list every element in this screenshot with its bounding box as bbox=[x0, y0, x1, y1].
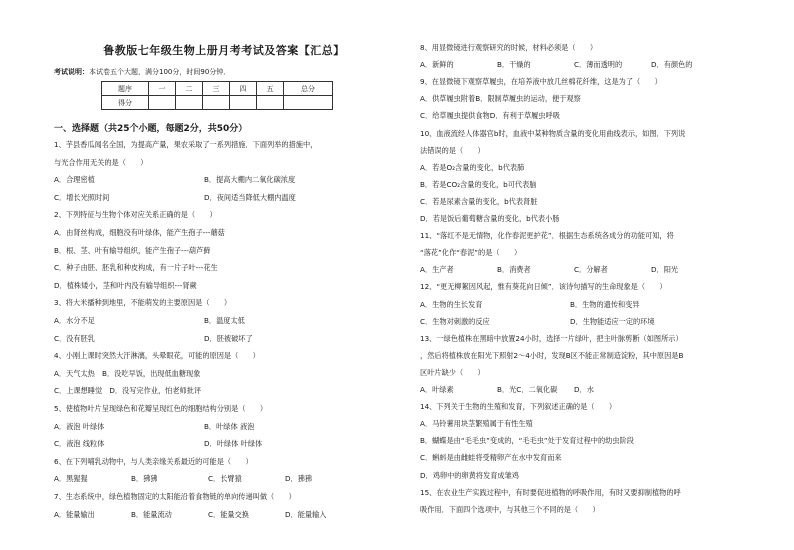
option-text: A．供草履虫附着B．限制草履虫的运动，便于观察 bbox=[420, 94, 581, 104]
option-text: C．没有胚乳 bbox=[54, 333, 95, 343]
option-text: C．若是尿素含量的变化，b代表肾脏 bbox=[420, 196, 538, 206]
score-cell bbox=[203, 96, 230, 110]
question-text: 10、血液流经人体器官b时，血液中某种物质含量的变化用曲线表示，如图．下列说 bbox=[420, 128, 686, 138]
option-text: C．长臂猿 bbox=[208, 474, 242, 484]
exam-notes bbox=[54, 67, 230, 77]
question-text: 9、在显微镜下观察草履虫，在培养液中放几丝棉花纤维，这是为了（ ） bbox=[420, 77, 662, 87]
score-header-cell: 一 bbox=[149, 82, 176, 96]
option-text: C．能量交换 bbox=[208, 509, 249, 519]
option-text: B．消费者 bbox=[497, 265, 531, 275]
option-text: D．胚被破坏了 bbox=[204, 333, 253, 343]
option-text: D．生物能适应一定的环境 bbox=[570, 316, 655, 326]
option-text: D．狒狒 bbox=[285, 474, 313, 484]
question-text: 与光合作用无关的是（ ） bbox=[54, 157, 148, 167]
option-text: D．夜间适当降低大棚内温度 bbox=[204, 192, 296, 202]
question-text: ，然后将植株放在阳光下照射2～4小时，发现B区不能正常制造淀粉，其中原因是B bbox=[420, 350, 684, 360]
score-cell bbox=[149, 96, 176, 110]
option-text: C．液泡 线粒体 bbox=[54, 439, 105, 449]
question-text: 5、使植物叶片呈现绿色和花瓣呈现红色的细胞结构分别是（ ） bbox=[54, 404, 268, 413]
option-text: C．生物对刺激的反应 bbox=[420, 316, 490, 326]
question-text: 7、生态系统中，绿色植物固定的太阳能沿着食物链的单向传递叫做（ ） bbox=[54, 492, 296, 501]
option-text: A．生产者 bbox=[420, 265, 454, 275]
option-text: B．叶绿体 液泡 bbox=[204, 421, 255, 431]
option-text: C．蝌蚪是由雌蛙将受精卵产在水中发育而来 bbox=[420, 453, 562, 463]
option-text: A．生物的生长发育 bbox=[420, 299, 483, 309]
question-text: 14、下列关于生物的生殖和发育，下列叙述正确的是（ ） bbox=[420, 402, 617, 412]
option-text: C．种子由胚、胚乳和种皮构成，有一片子叶---花生 bbox=[54, 263, 218, 273]
score-header-cell: 五 bbox=[257, 82, 284, 96]
option-text: A．由肾丝构成，细胞没有叶绿体，能产生孢子---蘑菇 bbox=[54, 228, 225, 237]
score-header-cell: 四 bbox=[230, 82, 257, 96]
score-cell bbox=[257, 96, 284, 110]
score-table bbox=[101, 81, 333, 110]
question-text: 法错误的是（ ） bbox=[420, 145, 485, 155]
option-text: B．能量流动 bbox=[131, 509, 172, 519]
question-text: 13、一绿色植株在黑暗中放置24小时，选择一片绿叶，把主叶脉剪断（如图所示） bbox=[420, 333, 683, 343]
option-text: B．根、茎、叶有输导组织，能产生孢子---葫芦藓 bbox=[54, 245, 211, 255]
notes-text: 本试卷五个大题，满分100分，时间90分钟． bbox=[89, 68, 231, 76]
option-text: A．新鲜的 bbox=[420, 60, 454, 70]
score-cell bbox=[230, 96, 257, 110]
option-text: A．水分不足 bbox=[54, 316, 95, 325]
question-text: 8、用显微镜进行观察研究的时候，材料必须是（ ） bbox=[420, 43, 598, 52]
option-text: A．合理密植 bbox=[54, 175, 95, 185]
option-text: D．能量输入 bbox=[285, 509, 327, 519]
question-text: 区叶片缺少（ ） bbox=[420, 367, 485, 377]
question-text: 3、将大米播种到地里，不能萌发的主要原因是（ ） bbox=[54, 298, 232, 308]
option-text: A．能量输出 bbox=[54, 509, 95, 519]
option-text: C．上课想睡觉 D．没写完作业，怕老师批评 bbox=[54, 386, 202, 396]
option-text: A．黑猩猩 bbox=[54, 474, 88, 484]
option-text: C．薄而透明的 bbox=[574, 60, 623, 70]
option-text: A．液泡 叶绿体 bbox=[54, 421, 105, 431]
option-text: D．有颜色的 bbox=[651, 60, 693, 70]
question-text: 11、“落红不是无情物，化作春泥更护花”．根据生态系统各成分的功能可知，将 bbox=[420, 231, 674, 241]
option-text: C．分解者 bbox=[574, 265, 608, 275]
score-header-cell: 总分 bbox=[284, 82, 333, 96]
option-text: C．增长光照时间 bbox=[54, 192, 110, 202]
option-text: A．马铃薯用块茎繁殖属于有性生殖 bbox=[420, 419, 533, 429]
option-text: B．干燥的 bbox=[497, 60, 531, 70]
option-text: B．温度太低 bbox=[204, 316, 245, 325]
score-header-cell: 三 bbox=[203, 82, 230, 96]
option-text: D．鸡卵中的卵黄将发育成雏鸡 bbox=[420, 470, 519, 480]
option-text: B．狒狒 bbox=[131, 474, 158, 484]
question-text: “落花”化作“春泥”的是（ ） bbox=[420, 248, 522, 258]
score-row-label: 得分 bbox=[102, 96, 149, 110]
option-text: B．若是CO₂含量的变化，b可代表脑 bbox=[420, 179, 537, 189]
option-text: B．提高大棚内二氧化碳浓度 bbox=[204, 175, 296, 185]
option-text: B．生物的遗传和变异 bbox=[570, 299, 640, 309]
option-text: A．若是O₂含量的变化，b代表肺 bbox=[420, 162, 525, 172]
notes-label: 考试说明： bbox=[54, 68, 89, 76]
section-heading: 一、选择题（共25个小题，每题2分，共50分） bbox=[54, 124, 248, 134]
score-header-row bbox=[102, 82, 333, 96]
option-text: D．若是饭后葡萄糖含量的变化，b代表小肠 bbox=[420, 214, 560, 223]
score-cell bbox=[284, 96, 333, 110]
exam-title: 鲁教版七年级生物上册月考考试及答案【汇总】 bbox=[103, 44, 345, 57]
question-text: 2、下列特征与生物个体对应关系正确的是（ ） bbox=[54, 210, 217, 220]
option-text: C．给草履虫提供食物D．有利于草履虫呼吸 bbox=[420, 111, 560, 121]
question-text: 12、“更无柳絮因风起，惟有葵花向日倾”．该诗句描写的生命现象是（ ） bbox=[420, 282, 667, 292]
question-text: 4、小刚上课时突然大汗淋漓，头晕眼花，可能的原因是（ ） bbox=[54, 351, 260, 361]
option-text: D．阳光 bbox=[651, 265, 679, 275]
option-text: A．叶绿素 bbox=[420, 385, 454, 394]
score-value-row bbox=[102, 96, 333, 110]
option-text: D．植株矮小，茎和叶内没有输导组织---肾蕨 bbox=[54, 280, 197, 290]
option-text: D．叶绿体 叶绿体 bbox=[204, 439, 263, 449]
question-text: 吸作用．下面四个选项中，与其他三个不同的是（ ） bbox=[420, 504, 600, 514]
option-text: A．天气太热 B．没吃早饭，出现低血糖现象 bbox=[54, 368, 201, 378]
score-header-cell: 题序 bbox=[102, 82, 149, 96]
question-text: 1、芋县香瓜闻名全国，为提高产量，果农采取了一系列措施．下面列举的措施中， bbox=[54, 140, 318, 149]
option-text: B．蝴蝶是由“毛毛虫”变成的，“毛毛虫”处于发育过程中的幼虫阶段 bbox=[420, 436, 634, 446]
score-header-cell: 二 bbox=[176, 82, 203, 96]
question-text: 15、在农业生产实践过程中，有时要促进植物的呼吸作用，有时又要抑制植物的呼 bbox=[420, 487, 681, 497]
question-text: 6、在下列哺乳动物中，与人类亲缘关系最近的可能是（ ） bbox=[54, 456, 253, 466]
option-text: B．光C．二氧化碳 bbox=[497, 385, 558, 394]
option-text: D．水 bbox=[574, 385, 594, 394]
score-cell bbox=[176, 96, 203, 110]
